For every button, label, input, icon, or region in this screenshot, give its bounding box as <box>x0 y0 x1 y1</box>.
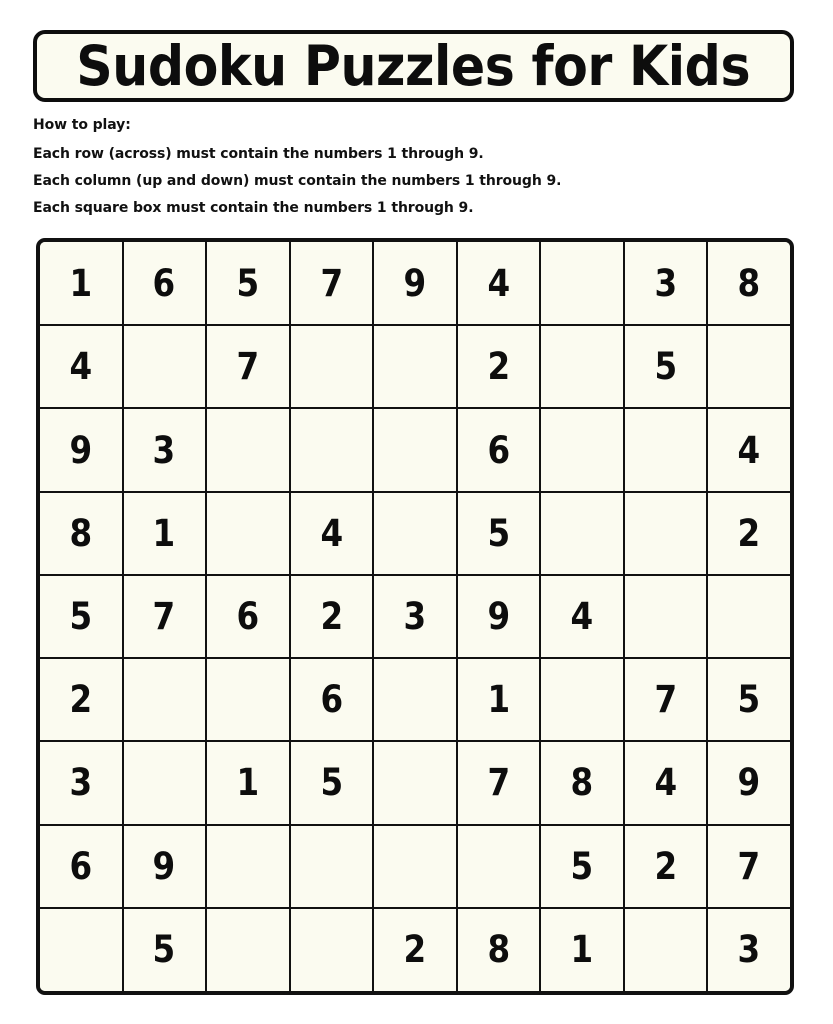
cell-value: 8 <box>737 261 761 305</box>
sudoku-body <box>40 242 790 991</box>
sudoku-row <box>40 492 790 575</box>
sudoku-cell-blank[interactable] <box>206 492 290 575</box>
sudoku-cell-given[interactable] <box>40 492 123 575</box>
cell-value: 4 <box>487 261 510 305</box>
cell-value: 5 <box>654 345 677 389</box>
sudoku-cell-blank[interactable] <box>373 825 457 908</box>
sudoku-cell-given[interactable] <box>40 408 123 491</box>
cell-value: 9 <box>69 428 93 472</box>
sudoku-cell-given[interactable] <box>290 658 374 741</box>
cell-value: 3 <box>69 761 93 805</box>
sudoku-cell-blank[interactable] <box>206 408 290 491</box>
sudoku-cell-blank[interactable] <box>206 825 290 908</box>
sudoku-cell-blank[interactable] <box>206 908 290 991</box>
sudoku-cell-blank[interactable] <box>540 408 624 491</box>
sudoku-cell-given[interactable] <box>707 242 790 325</box>
sudoku-cell-given[interactable] <box>40 741 123 824</box>
cell-value: 4 <box>654 761 677 805</box>
sudoku-cell-given[interactable] <box>40 325 123 408</box>
cell-value: 1 <box>487 678 510 722</box>
cell-value: 4 <box>737 428 761 472</box>
sudoku-cell-given[interactable] <box>290 741 374 824</box>
sudoku-cell-given[interactable] <box>290 242 374 325</box>
sudoku-cell-given[interactable] <box>624 658 708 741</box>
instructions-block <box>33 117 733 227</box>
cell-value: 8 <box>570 761 594 805</box>
cell-value: 5 <box>152 928 176 972</box>
cell-value: 2 <box>320 594 343 638</box>
sudoku-cell-blank[interactable] <box>540 325 624 408</box>
cell-value: 1 <box>236 761 260 805</box>
sudoku-cell-blank[interactable] <box>373 325 457 408</box>
sudoku-row <box>40 408 790 491</box>
sudoku-cell-blank[interactable] <box>624 492 708 575</box>
title-banner <box>33 30 794 102</box>
cell-value: 7 <box>487 761 510 805</box>
cell-value: 4 <box>570 594 594 638</box>
sudoku-cell-blank[interactable] <box>123 658 207 741</box>
sudoku-cell-blank[interactable] <box>373 408 457 491</box>
cell-value: 5 <box>737 678 761 722</box>
sudoku-table <box>40 242 790 991</box>
sudoku-cell-given[interactable] <box>123 908 207 991</box>
cell-value: 9 <box>403 261 427 305</box>
cell-value: 5 <box>487 511 510 555</box>
sudoku-cell-blank[interactable] <box>40 908 123 991</box>
cell-value: 2 <box>737 511 761 555</box>
sudoku-cell-given[interactable] <box>707 658 790 741</box>
sudoku-row <box>40 741 790 824</box>
rule-row: Each row (across) must contain the numbers 1 through 9. <box>33 146 484 162</box>
cell-value: 6 <box>236 594 260 638</box>
sudoku-cell-blank[interactable] <box>624 575 708 658</box>
sudoku-cell-blank[interactable] <box>373 658 457 741</box>
cell-value: 8 <box>69 511 93 555</box>
sudoku-row <box>40 658 790 741</box>
cell-value: 2 <box>403 928 427 972</box>
sudoku-cell-given[interactable] <box>457 408 541 491</box>
sudoku-cell-given[interactable] <box>707 492 790 575</box>
cell-value: 7 <box>654 678 677 722</box>
sudoku-cell-given[interactable] <box>707 825 790 908</box>
how-to-play-label: How to play: <box>33 117 131 133</box>
cell-value: 3 <box>737 928 761 972</box>
cell-value: 5 <box>69 594 93 638</box>
sudoku-cell-blank[interactable] <box>373 741 457 824</box>
sudoku-cell-given[interactable] <box>373 908 457 991</box>
sudoku-cell-given[interactable] <box>540 908 624 991</box>
cell-value: 5 <box>320 761 343 805</box>
sudoku-cell-given[interactable] <box>707 908 790 991</box>
sudoku-cell-given[interactable] <box>206 242 290 325</box>
sudoku-cell-given[interactable] <box>206 325 290 408</box>
sudoku-cell-given[interactable] <box>457 658 541 741</box>
cell-value: 6 <box>152 261 176 305</box>
sudoku-cell-given[interactable] <box>540 741 624 824</box>
sudoku-cell-given[interactable] <box>457 908 541 991</box>
cell-value: 3 <box>654 261 677 305</box>
rule-column: Each column (up and down) must contain the numbers 1 through 9. <box>33 173 562 189</box>
sudoku-cell-given[interactable] <box>457 492 541 575</box>
cell-value: 2 <box>69 678 93 722</box>
cell-value: 8 <box>487 928 510 972</box>
sudoku-cell-given[interactable] <box>373 575 457 658</box>
sudoku-cell-given[interactable] <box>624 325 708 408</box>
sudoku-cell-given[interactable] <box>457 741 541 824</box>
sudoku-cell-given[interactable] <box>290 492 374 575</box>
cell-value: 6 <box>487 428 510 472</box>
cell-value: 1 <box>570 928 594 972</box>
cell-value: 9 <box>737 761 761 805</box>
sudoku-cell-blank[interactable] <box>290 408 374 491</box>
sudoku-cell-given[interactable] <box>123 242 207 325</box>
sudoku-cell-given[interactable] <box>123 492 207 575</box>
sudoku-cell-blank[interactable] <box>373 492 457 575</box>
cell-value: 5 <box>570 844 594 888</box>
cell-value: 7 <box>152 594 176 638</box>
sudoku-cell-given[interactable] <box>290 575 374 658</box>
sudoku-row <box>40 325 790 408</box>
sudoku-cell-given[interactable] <box>123 575 207 658</box>
sudoku-cell-given[interactable] <box>624 242 708 325</box>
sudoku-cell-given[interactable] <box>624 825 708 908</box>
sudoku-row <box>40 242 790 325</box>
sudoku-cell-given[interactable] <box>123 825 207 908</box>
cell-value: 2 <box>654 844 677 888</box>
sudoku-row <box>40 575 790 658</box>
cell-value: 2 <box>487 345 510 389</box>
sudoku-cell-given[interactable] <box>457 325 541 408</box>
sudoku-cell-blank[interactable] <box>624 408 708 491</box>
cell-value: 3 <box>403 594 427 638</box>
sudoku-cell-blank[interactable] <box>290 325 374 408</box>
cell-value: 7 <box>737 844 761 888</box>
cell-value: 9 <box>487 594 510 638</box>
sudoku-cell-given[interactable] <box>457 575 541 658</box>
sudoku-cell-given[interactable] <box>40 575 123 658</box>
sudoku-cell-given[interactable] <box>40 242 123 325</box>
sudoku-cell-blank[interactable] <box>540 242 624 325</box>
sudoku-cell-given[interactable] <box>123 408 207 491</box>
cell-value: 5 <box>236 261 260 305</box>
sudoku-cell-blank[interactable] <box>290 908 374 991</box>
sudoku-cell-blank[interactable] <box>290 825 374 908</box>
sudoku-cell-given[interactable] <box>40 825 123 908</box>
sudoku-cell-blank[interactable] <box>123 325 207 408</box>
sudoku-cell-blank[interactable] <box>540 658 624 741</box>
sudoku-grid <box>36 238 794 995</box>
cell-value: 1 <box>69 261 93 305</box>
sudoku-cell-given[interactable] <box>206 741 290 824</box>
sudoku-cell-given[interactable] <box>457 242 541 325</box>
page-title: Sudoku Puzzles for Kids <box>76 33 751 98</box>
sudoku-cell-blank[interactable] <box>206 658 290 741</box>
sudoku-cell-given[interactable] <box>206 575 290 658</box>
sudoku-cell-blank[interactable] <box>707 575 790 658</box>
sudoku-cell-given[interactable] <box>707 408 790 491</box>
sudoku-cell-blank[interactable] <box>457 825 541 908</box>
sudoku-cell-blank[interactable] <box>123 741 207 824</box>
cell-value: 3 <box>152 428 176 472</box>
sudoku-cell-blank[interactable] <box>540 492 624 575</box>
sudoku-row <box>40 825 790 908</box>
cell-value: 9 <box>152 844 176 888</box>
sudoku-cell-given[interactable] <box>540 575 624 658</box>
sudoku-cell-given[interactable] <box>540 825 624 908</box>
cell-value: 4 <box>320 511 343 555</box>
cell-value: 4 <box>69 345 93 389</box>
cell-value: 7 <box>236 345 260 389</box>
cell-value: 6 <box>320 678 343 722</box>
cell-value: 1 <box>152 511 176 555</box>
sudoku-row <box>40 908 790 991</box>
sudoku-cell-given[interactable] <box>373 242 457 325</box>
sudoku-cell-given[interactable] <box>707 741 790 824</box>
sudoku-cell-given[interactable] <box>40 658 123 741</box>
sudoku-cell-blank[interactable] <box>624 908 708 991</box>
cell-value: 6 <box>69 844 93 888</box>
rule-box: Each square box must contain the numbers 1 through 9. <box>33 200 474 216</box>
cell-value: 7 <box>320 261 343 305</box>
sudoku-cell-blank[interactable] <box>707 325 790 408</box>
sudoku-cell-given[interactable] <box>624 741 708 824</box>
